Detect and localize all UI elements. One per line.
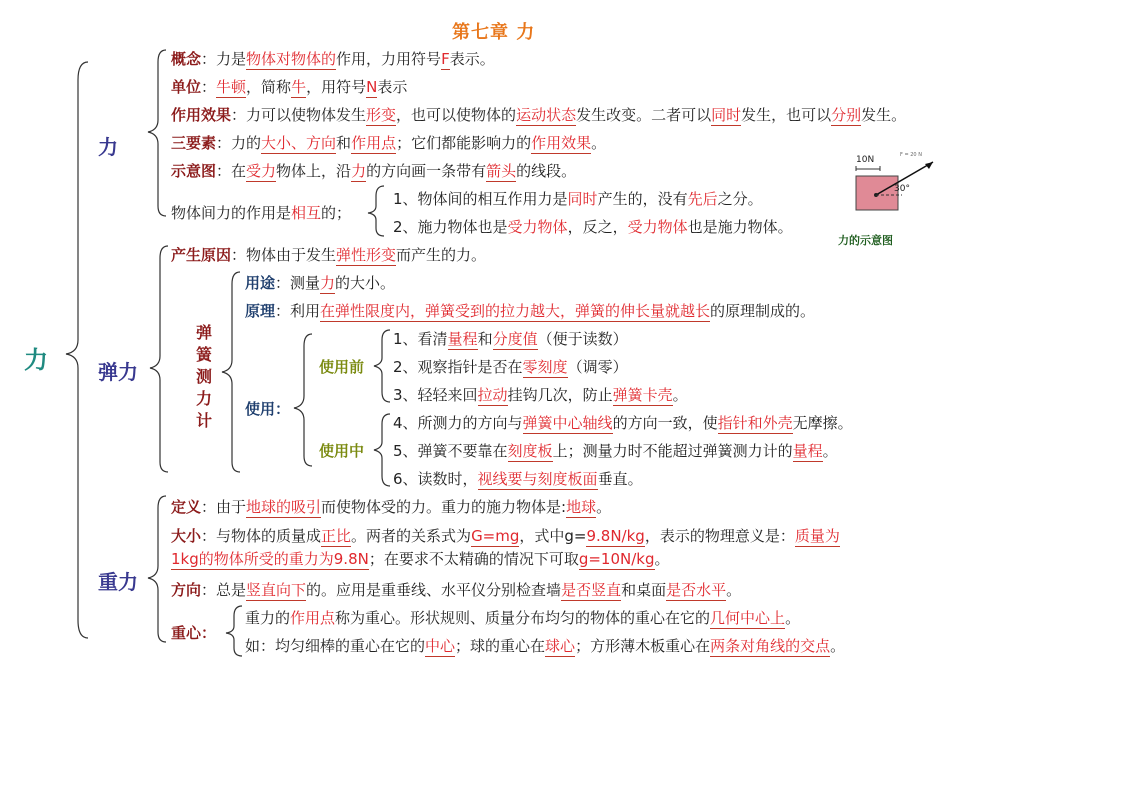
force-brace bbox=[148, 50, 166, 216]
during-item-4: 4、所测力的方向与弹簧中心轴线的方向一致，使指针和外壳无摩擦。 bbox=[393, 414, 853, 432]
before-use-label: 使用前 bbox=[319, 358, 365, 376]
force-arrow-diagram bbox=[836, 152, 946, 222]
branch-elastic-label: 弹力 bbox=[98, 360, 138, 384]
force-three-elements: 三要素：力的大小、方向和作用点；它们都能影响力的作用效果。 bbox=[171, 134, 607, 152]
elastic-brace bbox=[150, 246, 168, 472]
gravity-direction: 方向：总是竖直向下的。应用是重垂线、水平仪分别检查墙是否竖直和桌面是否水平。 bbox=[171, 581, 742, 599]
gravity-definition: 定义：由于地球的吸引而使物体受的力。重力的施力物体是:地球。 bbox=[171, 498, 612, 516]
branch-gravity-label: 重力 bbox=[98, 570, 138, 594]
spring-scale-label: 弹 簧 测 力 计 bbox=[195, 323, 212, 430]
during-item-5: 5、弹簧不要靠在刻度板上；测量力时不能超过弹簧测力计的量程。 bbox=[393, 442, 838, 460]
during-use-label: 使用中 bbox=[319, 442, 365, 460]
before-item-1: 1、看清量程和分度值（便于读数） bbox=[393, 330, 628, 348]
spring-scale-principle: 原理：利用在弹性限度内，弹簧受到的拉力越大，弹簧的伸长量就越长的原理制成的。 bbox=[245, 302, 816, 320]
force-diagram-figure bbox=[836, 152, 946, 248]
gravity-magnitude: 大小：与物体的质量成正比。两者的关系式为G=mg，式中g=9.8N/kg，表示的物理意义是：质量为 bbox=[171, 527, 840, 545]
force-mutual: 物体间力的作用是相互的； bbox=[171, 204, 352, 222]
during-item-6: 6、读数时，视线要与刻度板面垂直。 bbox=[393, 470, 643, 488]
spring-scale-use: 用途：测量力的大小。 bbox=[245, 274, 396, 292]
angle-label: 30° bbox=[894, 184, 910, 194]
root-brace bbox=[66, 62, 88, 638]
figure-caption: 力的示意图 bbox=[838, 234, 893, 247]
center-item-2: 如：均匀细棒的重心在它的中心；球的重心在球心；方形薄木板重心在两条对角线的交点。 bbox=[245, 637, 846, 655]
gravity-center-label: 重心： bbox=[171, 624, 217, 642]
branch-force-label: 力 bbox=[98, 135, 118, 159]
mutual-item-2: 2、施力物体也是受力物体，反之，受力物体也是施力物体。 bbox=[393, 218, 793, 236]
force-effect: 作用效果：力可以使物体发生形变，也可以使物体的运动状态发生改变。二者可以同时发生，也可以分别发生。 bbox=[171, 106, 907, 124]
scale-label: 10N bbox=[856, 155, 875, 165]
root-node: 力 bbox=[24, 346, 48, 374]
mutual-item-1: 1、物体间的相互作用力是同时产生的，没有先后之分。 bbox=[393, 190, 763, 208]
force-value-label: F = 20 N bbox=[900, 152, 922, 158]
before-item-2: 2、观察指针是否在零刻度（调零） bbox=[393, 358, 628, 376]
usage-label: 使用： bbox=[245, 400, 291, 418]
gravity-brace bbox=[148, 496, 166, 642]
gravity-magnitude-line2: 1kg的物体所受的重力为9.8N；在要求不太精确的情况下可取g=10N/kg。 bbox=[171, 550, 670, 568]
center-item-1: 重力的作用点称为重心。形状规则、质量分布均匀的物体的重心在它的几何中心上。 bbox=[245, 609, 801, 627]
force-concept: 概念：力是物体对物体的作用，力用符号F表示。 bbox=[171, 50, 495, 68]
force-diagram-def: 示意图：在受力物体上，沿力的方向画一条带有箭头的线段。 bbox=[171, 162, 577, 180]
force-unit: 单位：牛顿，简称牛，用符号N表示 bbox=[171, 78, 408, 96]
force-box bbox=[856, 176, 898, 210]
before-item-3: 3、轻轻来回拉动挂钩几次，防止弹簧卡壳。 bbox=[393, 386, 688, 404]
page-title: 第七章 力 bbox=[452, 22, 536, 43]
elastic-cause: 产生原因：物体由于发生弹性形变而产生的力。 bbox=[171, 246, 487, 264]
